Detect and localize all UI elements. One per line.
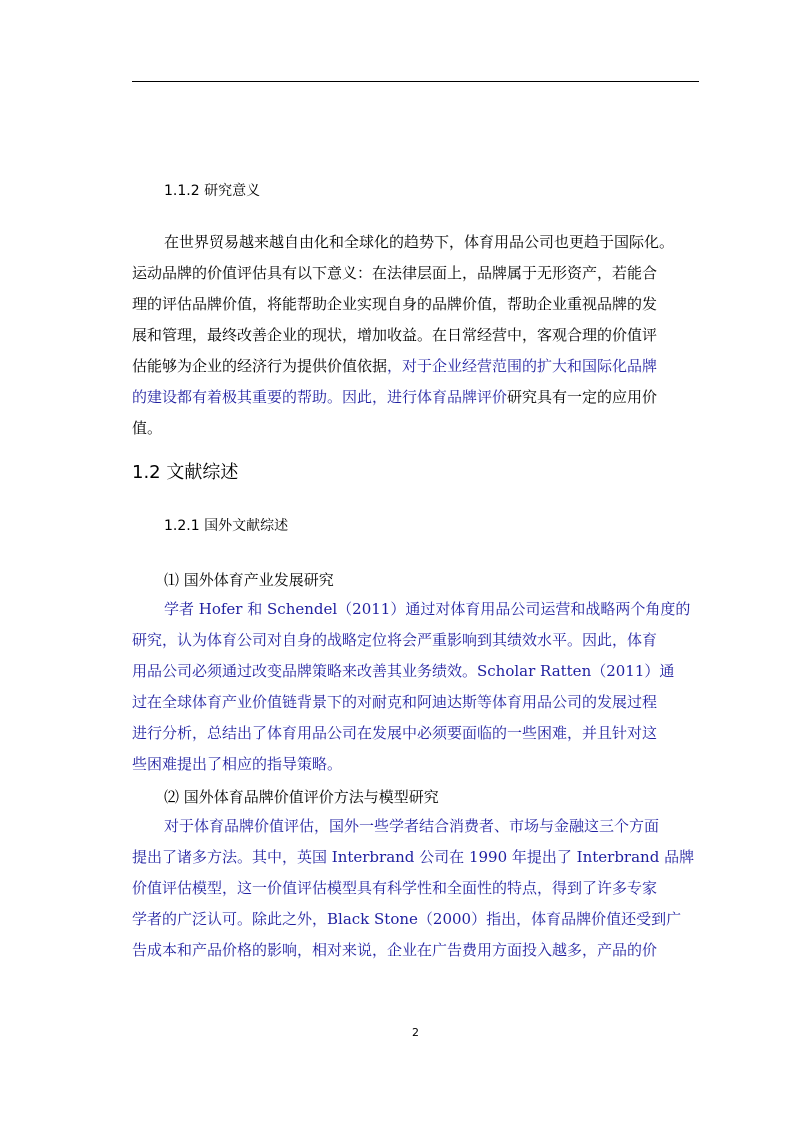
paragraph-line: 理的评估品牌价值，将能帮助企业实现自身的品牌价值，帮助企业重视品牌的发 — [132, 295, 658, 313]
highlighted-text-run: ，对于企业经营范围的扩大和国际化品牌 — [387, 357, 658, 375]
section-heading-1-1-2: 1.1.2 研究意义 — [164, 183, 261, 199]
paragraph-line: 告成本和产品价格的影响，相对来说，企业在广告费用方面投入越多，产品的价 — [132, 941, 658, 959]
paragraph-line: 研究，认为体育公司对自身的战略定位将会严重影响到其绩效水平。因此，体育 — [132, 631, 658, 649]
section-heading-1-2: 1.2 文献综述 — [132, 462, 239, 483]
paragraph-line: 值。 — [132, 419, 163, 437]
paragraph-line: 展和管理，最终改善企业的现状，增加收益。在日常经营中，客观合理的价值评 — [132, 326, 658, 344]
text-run: 研究具有一定的应用价 — [507, 388, 658, 406]
paragraph-line: 提出了诸多方法。其中，英国 Interbrand 公司在 1990 年提出了 Interbrand 品牌 — [132, 848, 695, 866]
paragraph-line: 学者的广泛认可。除此之外，Black Stone（2000）指出，体育品牌价值还受到广 — [132, 910, 682, 928]
paragraph-research-significance — [132, 227, 699, 444]
header-rule — [132, 81, 699, 82]
paragraph-line: 学者 Hofer 和 Schendel（2011）通过对体育用品公司运营和战略两个角度的 — [164, 600, 691, 618]
paragraph-brand-valuation-methods — [132, 811, 699, 966]
paragraph-line-mixed — [132, 382, 699, 413]
paragraph-line: 运动品牌的价值评估具有以下意义：在法律层面上，品牌属于无形资产，若能合 — [132, 264, 658, 282]
subsection-heading-foreign-sports-industry: ⑴ 国外体育产业发展研究 — [164, 571, 334, 589]
section-heading-1-2-1: 1.2.1 国外文献综述 — [164, 518, 289, 534]
paragraph-line: 在世界贸易越来越自由化和全球化的趋势下，体育用品公司也更趋于国际化。 — [164, 233, 675, 251]
text-run: 估能够为企业的经济行为提供价值依据 — [132, 357, 388, 375]
paragraph-foreign-sports-industry — [132, 594, 699, 780]
paragraph-line: 过在全球体育产业价值链背景下的对耐克和阿迪达斯等体育用品公司的发展过程 — [132, 693, 658, 711]
subsection-heading-brand-valuation-methods: ⑵ 国外体育品牌价值评价方法与模型研究 — [164, 788, 439, 806]
paragraph-line: 用品公司必须通过改变品牌策略来改善其业务绩效。Scholar Ratten（2011）通 — [132, 662, 675, 680]
paragraph-line: 些困难提出了相应的指导策略。 — [132, 755, 343, 773]
paragraph-line-mixed — [132, 351, 699, 382]
paragraph-line: 价值评估模型，这一价值评估模型具有科学性和全面性的特点，得到了许多专家 — [132, 879, 658, 897]
page-number: 2 — [412, 1026, 419, 1039]
paragraph-line: 对于体育品牌价值评估，国外一些学者结合消费者、市场与金融这三个方面 — [164, 817, 660, 835]
paragraph-line: 进行分析，总结出了体育用品公司在发展中必须要面临的一些困难，并且针对这 — [132, 724, 658, 742]
highlighted-text-run: 的建设都有着极其重要的帮助。因此，进行体育品牌评价 — [132, 388, 508, 406]
